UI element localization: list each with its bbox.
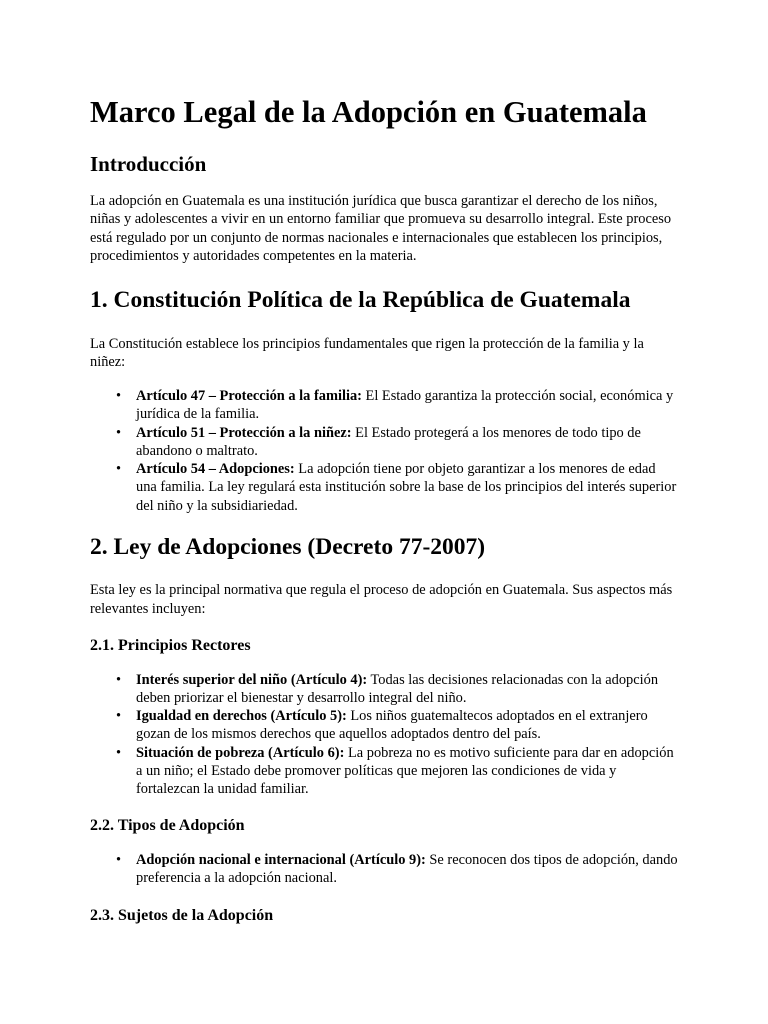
list-item-text: El Estado protegerá a los menores de todo tipo de abandono o maltrato. <box>136 424 641 459</box>
list-item-text: La pobreza no es motivo suficiente para dar en adopción a un niño; el Estado debe promover políticas que mejoren las condiciones de vida y fortalezcan la unidad familiar. <box>136 744 674 798</box>
section2-heading: 2. Ley de Adopciones (Decreto 77-2007) <box>90 533 486 560</box>
subsection-2-1-heading: 2.1. Principios Rectores <box>90 636 251 654</box>
list-item <box>116 424 678 460</box>
bullet-icon: • <box>116 424 122 441</box>
bullet-icon: • <box>116 388 122 405</box>
list-item-text: La adopción tiene por objeto garantizar a los menores de edad una familia. La ley regulará esta institución sobre la base de los principios del interés superior del niño y la subsidiariedad. <box>136 461 677 514</box>
list-item <box>116 744 678 799</box>
subsection-2-1-list <box>90 671 678 798</box>
list-item-label: Igualdad en derechos (Artículo 5): <box>136 708 347 725</box>
list-item <box>116 707 678 743</box>
list-item-label: Adopción nacional e internacional (Artículo 9): <box>136 852 426 869</box>
bullet-icon: • <box>116 708 122 725</box>
list-item <box>116 671 678 707</box>
intro-heading: Introducción <box>90 152 207 176</box>
section1-list <box>90 387 678 514</box>
intro-paragraph: La adopción en Guatemala es una institución jurídica que busca garantizar el derecho de los niños, niñas y adolescentes a vivir en un entorno familiar que promueva su desarrollo integral. Este proceso está regulado por un conjunto de normas nacionales e internacionales que establecen los principios, procedimientos y autoridades competentes en la materia. <box>90 193 672 264</box>
list-item <box>116 851 678 887</box>
list-item-text: Los niños guatemaltecos adoptados en el extranjero gozan de los mismos derechos que aquellos adoptados dentro del país. <box>136 708 648 743</box>
bullet-icon: • <box>116 852 122 869</box>
subsection-2-2-heading: 2.2. Tipos de Adopción <box>90 817 245 835</box>
list-item-label: Interés superior del niño (Artículo 4): <box>136 671 368 688</box>
list-item-label: Artículo 47 – Protección a la familia: <box>136 388 362 405</box>
list-item-label: Artículo 54 – Adopciones: <box>136 461 295 478</box>
bullet-icon: • <box>116 744 122 761</box>
list-item-label: Artículo 51 – Protección a la niñez: <box>136 424 352 441</box>
section1-heading: 1. Constitución Política de la República de Guatemala <box>90 287 631 314</box>
list-item-text: Se reconocen dos tipos de adopción, dando preferencia a la adopción nacional. <box>136 852 678 887</box>
list-item-text: El Estado garantiza la protección social, económica y jurídica de la familia. <box>136 388 674 423</box>
list-item-label: Situación de pobreza (Artículo 6): <box>136 744 345 761</box>
list-item <box>116 460 678 515</box>
bullet-icon: • <box>116 461 122 478</box>
section1-paragraph: La Constitución establece los principios fundamentales que rigen la protección de la familia y la niñez: <box>90 335 644 370</box>
subsection-2-2-list <box>90 851 678 887</box>
list-item-text: Todas las decisiones relacionadas con la adopción deben priorizar el bienestar y desarrollo integral del niño. <box>136 671 659 706</box>
list-item <box>116 387 678 423</box>
section2-paragraph: Esta ley es la principal normativa que regula el proceso de adopción en Guatemala. Sus aspectos más relevantes incluyen: <box>90 582 673 617</box>
subsection-2-3-heading: 2.3. Sujetos de la Adopción <box>90 906 274 924</box>
bullet-icon: • <box>116 671 122 688</box>
document-title: Marco Legal de la Adopción en Guatemala <box>90 95 647 129</box>
